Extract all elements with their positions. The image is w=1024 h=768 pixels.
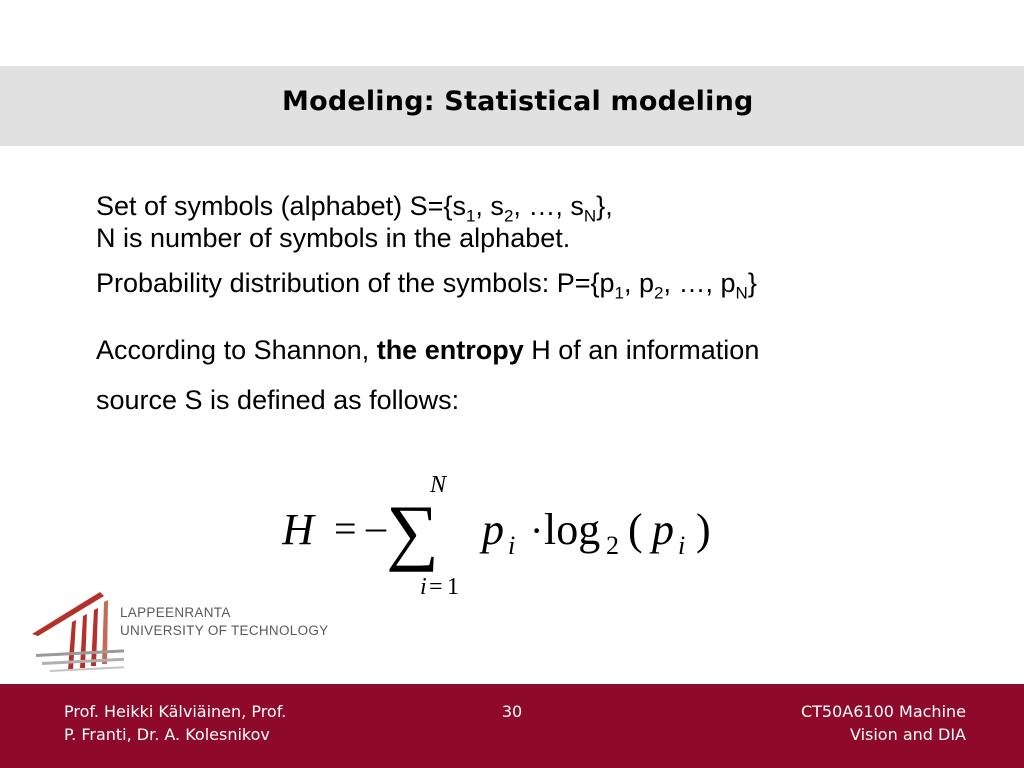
slide-title: Modeling: Statistical modeling	[282, 86, 754, 117]
probability-text: Probability distribution of the symbols: P={p	[96, 267, 615, 298]
lower-limit-var: i	[420, 574, 427, 600]
footer-authors-line-2: P. Franti, Dr. A. Kolesnikov	[64, 725, 270, 744]
title-bar	[0, 66, 1024, 146]
logo-mark-icon	[28, 584, 124, 680]
probability-text: }	[747, 267, 757, 298]
slide-footer	[0, 684, 1024, 768]
upper-limit: N	[430, 472, 447, 498]
alphabet-size-line: N is number of symbols in the alphabet.	[96, 223, 571, 254]
alphabet-definition	[96, 190, 976, 226]
entropy-statement	[96, 325, 976, 425]
alphabet-text: , s	[475, 191, 504, 221]
footer-course-line-2: Vision and DIA	[849, 725, 966, 744]
formula-close-paren: )	[696, 505, 711, 554]
formula-p-arg: p	[652, 505, 674, 554]
entropy-text: source S is defined as follows:	[96, 385, 460, 416]
formula-log-base: 2	[606, 531, 619, 560]
probability-text: , p	[624, 267, 655, 298]
formula-log: log	[544, 505, 601, 554]
entropy-emphasis: the entropy	[376, 335, 524, 366]
probability-definition	[96, 267, 976, 303]
university-name	[120, 604, 329, 640]
footer-course-line-1: CT50A6100 Machine	[800, 702, 966, 721]
footer-authors-line-1: Prof. Heikki Kälviäinen, Prof.	[64, 702, 287, 721]
university-logo	[28, 584, 348, 680]
subscript: 2	[503, 206, 514, 226]
alphabet-text: },	[596, 191, 613, 221]
probability-text: , …, p	[663, 267, 736, 298]
subscript: 1	[614, 283, 624, 303]
page-number: 30	[501, 702, 523, 721]
entropy-text: According to Shannon,	[96, 335, 377, 366]
subscript: N	[583, 206, 597, 226]
formula-h: H	[282, 505, 314, 554]
alphabet-text: Set of symbols (alphabet) S={s	[96, 191, 466, 221]
alphabet-text: , …, s	[513, 191, 584, 221]
slide-body	[96, 190, 976, 425]
footer-course	[801, 700, 966, 746]
formula-dot: ·	[530, 508, 544, 553]
subscript: 1	[465, 206, 476, 226]
formula-open-paren: (	[628, 505, 643, 554]
lower-limit-eq: =	[429, 574, 443, 600]
subscript: 2	[654, 283, 664, 303]
formula-p: p	[482, 505, 504, 554]
formula-sub-i-arg: i	[678, 531, 686, 560]
formula-minus: –	[366, 504, 386, 549]
formula-equals: =	[334, 506, 357, 551]
footer-authors	[64, 700, 286, 746]
subscript: N	[735, 283, 748, 303]
entropy-text: H of an information	[523, 335, 760, 366]
logo-line-2: UNIVERSITY OF TECHNOLOGY	[120, 623, 329, 638]
summation-symbol: ∑	[386, 491, 439, 573]
entropy-formula	[282, 464, 742, 604]
lower-limit-val: 1	[447, 574, 459, 600]
formula-sub-i: i	[508, 531, 516, 560]
logo-line-1: LAPPEENRANTA	[120, 605, 231, 620]
